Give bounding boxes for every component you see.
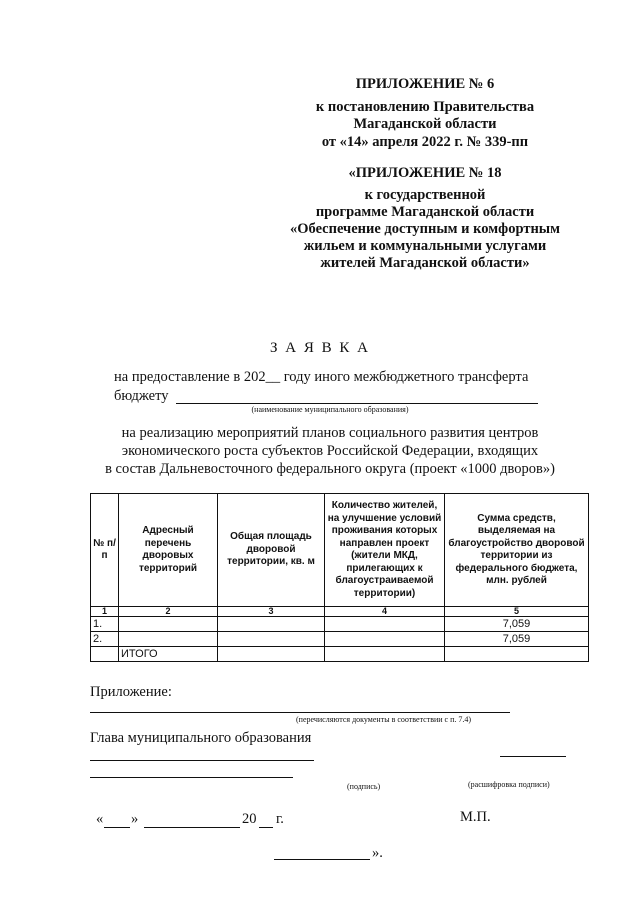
closing-quote: ». [372, 845, 383, 861]
budget-label: бюджету [114, 388, 169, 404]
row-residents [325, 632, 445, 647]
stamp-place: М.П. [460, 809, 491, 825]
row-residents [325, 617, 445, 632]
request-line-1: на предоставление в 202__ году иного межбюджетного трансферта [114, 369, 529, 385]
year-suffix: г. [276, 811, 284, 827]
attachment-hint: (перечисляются документы в соответствии с п. 7.4) [296, 715, 472, 724]
header-residents: Количество жителей, на улучшение условий проживания которых направлен проект (жители МКД, прилегающих к благоустраиваемой территории) [325, 494, 445, 607]
appendix-number: ПРИЛОЖЕНИЕ № 6 [355, 76, 495, 92]
row-number: 1. [91, 617, 119, 632]
year-blank [259, 827, 273, 828]
region-name: Магаданской области [353, 116, 497, 132]
head-label: Глава муниципального образования [90, 730, 312, 746]
col-num-1: 1 [91, 607, 119, 617]
total-row [91, 647, 589, 662]
row-address [119, 632, 218, 647]
appendix-18: «ПРИЛОЖЕНИЕ № 18 [348, 165, 502, 181]
program-line-4: жителей Магаданской области» [320, 255, 530, 271]
year-prefix: 20 [242, 811, 257, 827]
col-num-5: 5 [445, 607, 589, 617]
to-program: к государственной [364, 187, 486, 203]
day-blank [104, 827, 130, 828]
closing-line [274, 859, 370, 860]
decode-hint: (расшифровка подписи) [468, 780, 550, 789]
header-sum: Сумма средств, выделяемая на благоустройство дворовой территории из федерального бюджета, млн. рублей [445, 494, 589, 607]
request-table [90, 493, 589, 662]
row-sum: 7,059 [445, 632, 589, 647]
col-num-4: 4 [325, 607, 445, 617]
to-resolution: к постановлению Правительства [315, 99, 535, 115]
attachment-label: Приложение: [90, 684, 172, 700]
total-label: ИТОГО [119, 647, 218, 662]
row-area [218, 632, 325, 647]
col-num-3: 3 [218, 607, 325, 617]
row-address [119, 617, 218, 632]
decode-line [500, 756, 566, 757]
column-numbers-row [91, 607, 589, 617]
head-name-line [90, 760, 314, 761]
head-name-line-2 [90, 777, 293, 778]
resolution-date: от «14» апреля 2022 г. № 339-пп [321, 134, 529, 150]
row-area [218, 617, 325, 632]
purpose-line-1: на реализацию мероприятий планов социального развития центров [121, 425, 539, 441]
purpose-line-3: в состав Дальневосточного федерального округа (проект «1000 дворов») [105, 461, 555, 477]
program-line-2: «Обеспечение доступным и комфортным [289, 221, 560, 237]
document-title: З А Я В К А [270, 340, 370, 356]
date-open-quote: « [96, 811, 104, 827]
row-number: 2. [91, 632, 119, 647]
header-address: Адресный перечень дворовых территорий [119, 494, 218, 607]
attachment-line [90, 712, 510, 713]
table-row [91, 632, 589, 647]
col-num-2: 2 [119, 607, 218, 617]
table-row [91, 617, 589, 632]
header-area: Общая площадь дворовой территории, кв. м [218, 494, 325, 607]
purpose-line-2: экономического роста субъектов Российской Федерации, входящих [121, 443, 539, 459]
table-header-row [91, 494, 589, 607]
header-number: № п/п [91, 494, 119, 607]
program-line-1: программе Магаданской области [315, 204, 535, 220]
month-blank [144, 827, 240, 828]
budget-hint: (наименование муниципального образования) [251, 405, 409, 414]
program-line-3: жильем и коммунальными услугами [303, 238, 547, 254]
row-sum: 7,059 [445, 617, 589, 632]
budget-recipient-line [176, 403, 538, 404]
signature-hint: (подпись) [347, 782, 381, 791]
date-close-quote: » [131, 811, 139, 827]
